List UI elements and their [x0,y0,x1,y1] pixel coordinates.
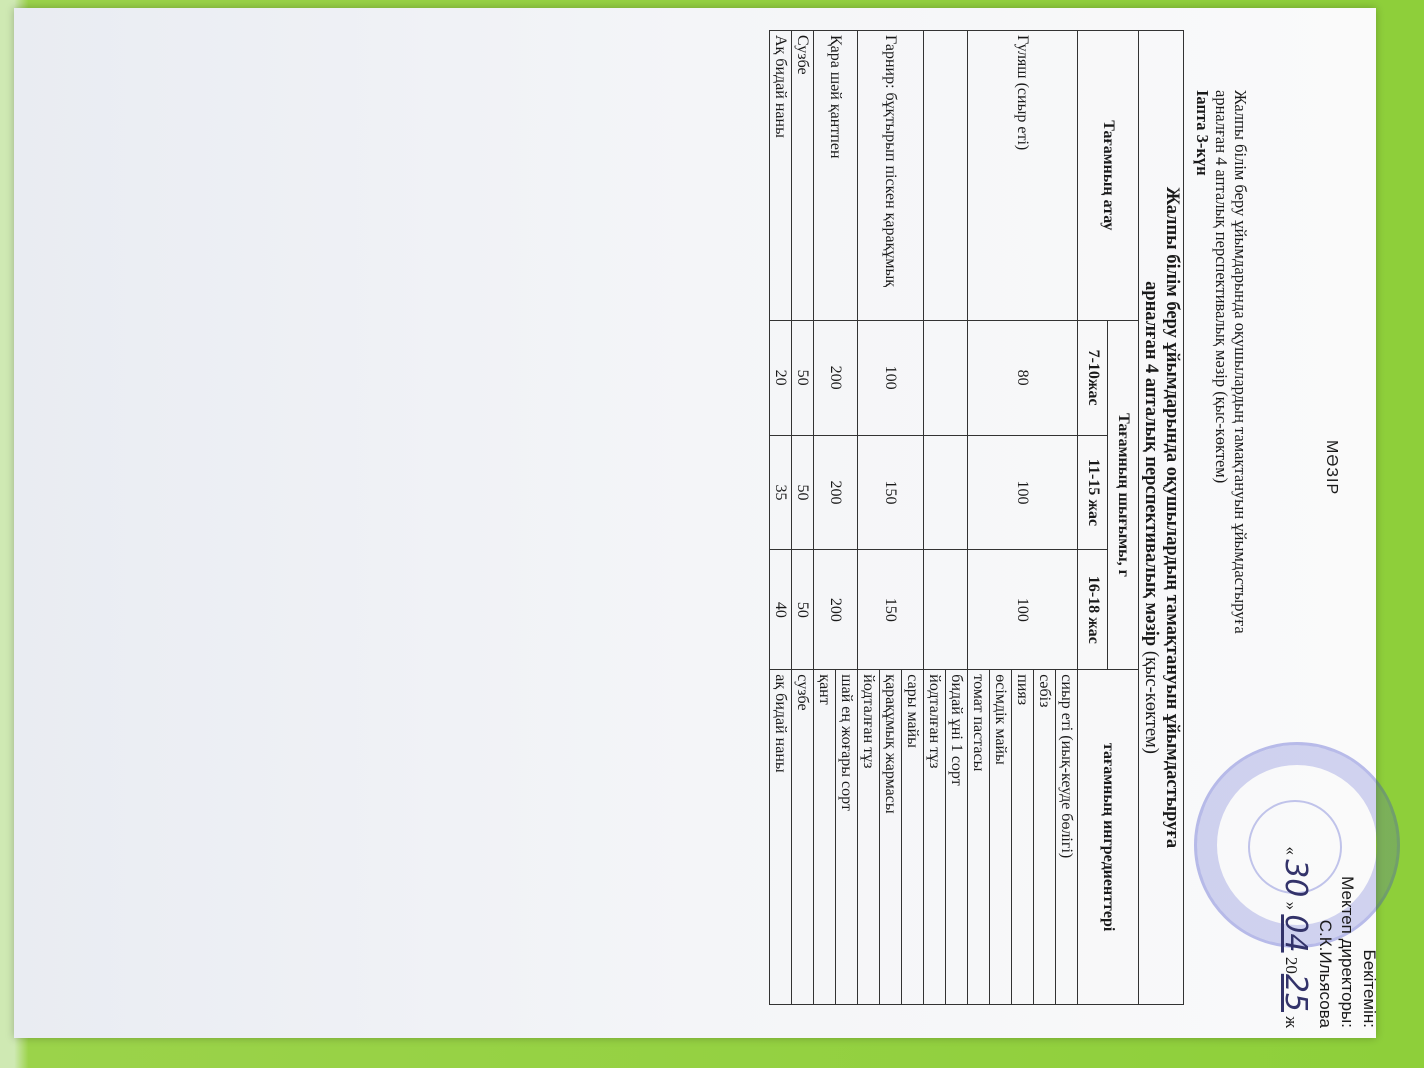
yield-7-10-cell: 200 [814,320,858,435]
table-title-row [1139,31,1184,1005]
date-quote-close: » [1282,901,1301,911]
ingredient-cell: томат пастасы [968,670,990,1005]
table-row [792,31,814,1005]
table-title [1139,31,1184,1005]
approval-signature-name: С.К.Ильясова [1316,919,1335,1028]
yield-11-15-cell: 50 [792,435,814,550]
ingredient-cell: йодталған тұз [924,670,946,1005]
yield-16-18-cell: 200 [814,550,858,670]
yield-7-10-cell: 80 [968,320,1078,435]
date-year-prefix: 20 [1282,956,1301,974]
table-row [770,31,792,1005]
table-row [902,31,924,1005]
ingredient-cell: ақ бидай наны [770,670,792,1005]
menu-table [769,30,1184,1005]
ingredient-cell: йодталған тұз [858,670,880,1005]
empty-cell [924,550,968,670]
yield-7-10-cell: 100 [858,320,924,435]
empty-cell [924,435,968,550]
yield-11-15-cell: 35 [770,435,792,550]
dish-name-cell: Гуляш (сиыр еті) [968,31,1078,321]
table-title-suffix: (қыс-көктем) [1141,650,1161,754]
header-ingredients: тағамның ингредиенттері [1078,670,1139,1005]
date-day-handwritten: 30 [1278,859,1313,898]
subtitle-day: Іапта 3-күн [1193,90,1212,176]
table-title-line-2: арналған 4 апталық перспективалық мәзір [1141,281,1161,647]
ingredient-cell: бидай ұнi 1 сорт [946,670,968,1005]
ingredient-cell: қант [814,670,836,1005]
table-row [1056,31,1078,1005]
header-age-16-18: 16-18 жас [1078,550,1109,670]
yield-16-18-cell: 40 [770,550,792,670]
date-quote-open: « [1282,846,1301,855]
ingredient-cell: сиыр еті (иық-кеуде бөлігі) [1056,670,1078,1005]
dish-name-cell: Сузбе [792,31,814,321]
dish-name-cell: Қара шәй қантпен [814,31,858,321]
table-row [836,31,858,1005]
yield-16-18-cell: 100 [968,550,1078,670]
document-label: МӘЗІР [1323,440,1340,496]
yield-16-18-cell: 50 [792,550,814,670]
date-year-handwritten: 25 [1278,973,1313,1012]
header-row-1 [1108,31,1139,1005]
approval-block [1280,698,1380,1028]
approval-date [1278,698,1313,1028]
header-age-11-15: 11-15 жас [1078,435,1109,550]
document-subtitle [1193,90,1250,850]
date-month-handwritten: 04 [1278,914,1313,953]
header-yield: Тағамның шығымы, г [1108,320,1139,670]
yield-11-15-cell: 200 [814,435,858,550]
header-age-7-10: 7-10жас [1078,320,1109,435]
header-dish-name: Тағамның атау [1078,31,1139,321]
yield-11-15-cell: 100 [968,435,1078,550]
table-title-line-1: Жалпы білім беру ұйымдарында оқушылардың тамақтануын ұйымдастыруға [1162,186,1182,849]
ingredient-cell: сары майы [902,670,924,1005]
dish-name-cell: Гарнир: бұқтырып піскен қарақұмық [858,31,924,321]
yield-7-10-cell: 20 [770,320,792,435]
ingredient-cell: пияз [1012,670,1034,1005]
table-row [946,31,968,1005]
approval-line-1: Бекітемін: [1360,949,1379,1028]
yield-16-18-cell: 150 [858,550,924,670]
date-suffix: ж [1282,1016,1301,1028]
yield-7-10-cell: 50 [792,320,814,435]
ingredient-cell: қарақұмық жармасы [880,670,902,1005]
ingredient-cell: шай ең жоғары сорт [836,670,858,1005]
ingredient-cell: сәбіз [1034,670,1056,1005]
subtitle-line-1: Жалпы білім беру ұйымдарында оқушылардың тамақтануын ұйымдастыруға [1231,90,1250,634]
empty-cell [924,31,968,321]
dish-name-cell: Ақ бидай наны [770,31,792,321]
document-page [400,0,1400,1068]
approval-line-2: Мектеп директоры: [1338,876,1357,1028]
ingredient-cell: сузбе [792,670,814,1005]
empty-cell [924,320,968,435]
subtitle-line-2: арналған 4 апталық перспективалық мәзір (қыс-көктем) [1212,90,1231,484]
yield-11-15-cell: 150 [858,435,924,550]
ingredient-cell: өсімдік майы [990,670,1012,1005]
